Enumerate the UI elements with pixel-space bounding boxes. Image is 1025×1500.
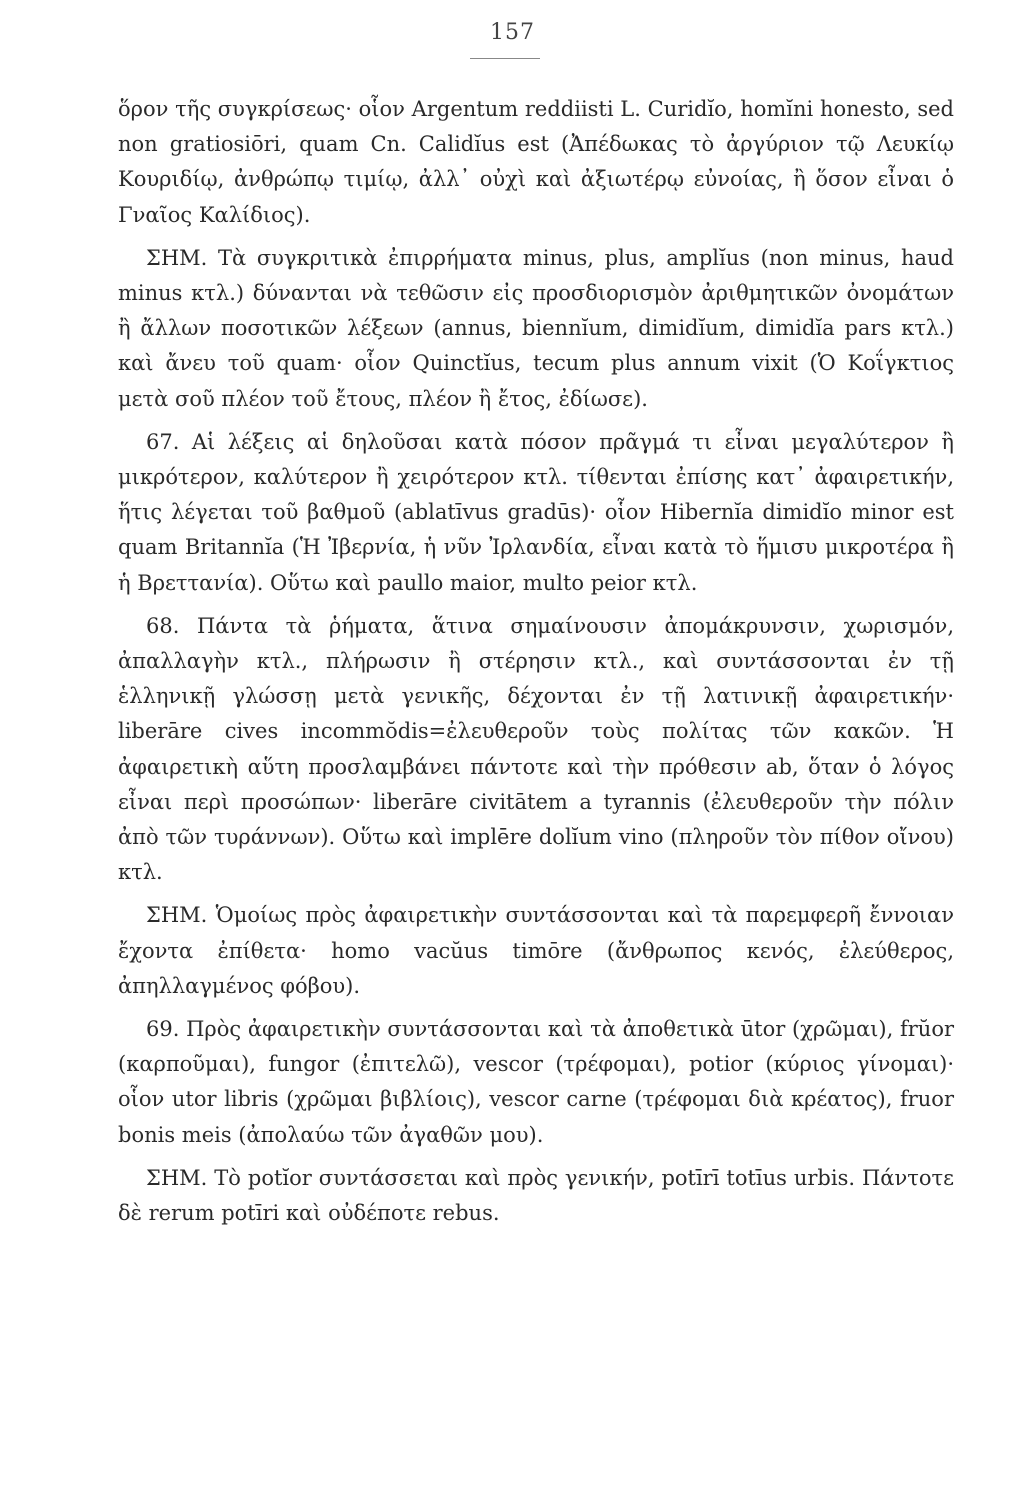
paragraph-67-ablative-of-degree: 67. Αἱ λέξεις αἱ δηλοῦσαι κατὰ πόσον πρᾶγμά τι εἶναι μεγαλύτερον ἢ μικρότερον, καλύτερον ἢ χειρότερον κτλ. τίθενται ἐπίσης κατ᾽ ἀφαιρετικήν, ἥτις λέγεται τοῦ βαθμοῦ (ablatīvus gradūs)· οἷον Hibernĭa dimidĭo minor est quam Britannĭa (Ἡ Ἰβερνία, ἡ νῦν Ἰρλανδία, εἶναι κατὰ τὸ ἥμισυ μικροτέρα ἢ ἡ Βρεττανία). Οὕτω καὶ paullo maior, multo peior κτλ. (118, 429, 954, 595)
paragraph-note-potior: ΣΗΜ. Τὸ potĭor συντάσσεται καὶ πρὸς γενικήν, potīrī totīus urbis. Πάντοτε δὲ rerum potīri καὶ οὐδέποτε rebus. (118, 1165, 954, 1226)
page-number: 157 (490, 20, 535, 45)
paragraph-note-adjectives: ΣΗΜ. Ὁμοίως πρὸς ἀφαιρετικὴν συντάσσονται καὶ τὰ παρεμφερῆ ἔννοιαν ἔχοντα ἐπίθετα· homo vacŭus timōre (ἄνθρωπος κενός, ἐλεύθερος, ἀπηλλαγμένος φόβου). (118, 903, 954, 998)
paragraph-69-deponent-verbs: 69. Πρὸς ἀφαιρετικὴν συντάσσονται καὶ τὰ ἀποθετικὰ ūtor (χρῶμαι), frŭor (καρποῦμαι), fungor (ἐπιτελῶ), vescor (τρέφομαι), potior (κύριος γίνομαι)· οἷον utor libris (χρῶμαι βιβλίοις), vescor carne (τρέφομαι διὰ κρέατος), fruor bonis meis (ἀπολαύω τῶν ἀγαθῶν μου). (118, 1017, 954, 1147)
page-number-rule (470, 58, 540, 59)
paragraph-continuation: ὅρον τῆς συγκρίσεως· οἷον Argentum reddiisti L. Curidĭo, homĭni honesto, sed non gratiosiōri, quam Cn. Calidĭus est (Ἀπέδωκας τὸ ἀργύριον τῷ Λευκίῳ Κουριδίῳ, ἀνθρώπῳ τιμίῳ, ἀλλ᾽ οὐχὶ καὶ ἀξιωτέρῳ εὐνοίας, ἢ ὅσον εἶναι ὁ Γναῖος Καλίδιος). (118, 97, 954, 227)
paragraph-note-comparative-adverbs: ΣΗΜ. Τὰ συγκριτικὰ ἐπιρρήματα minus, plus, amplĭus (non minus, haud minus κτλ.) δύνανται νὰ τεθῶσιν εἰς προσδιορισμὸν ἀριθμητικῶν ὀνομάτων ἢ ἄλλων ποσοτικῶν λέξεων (annus, biennĭum, dimidĭum, dimidĭa pars κτλ.) καὶ ἄνευ τοῦ quam· οἷον Quinctĭus, tecum plus annum vixit (Ὁ Κοΐγκτιος μετὰ σοῦ πλέον τοῦ ἔτους, πλέον ἢ ἔτος, ἐδίωσε). (118, 245, 954, 411)
main-text (118, 92, 954, 1239)
paragraph-68-ablative-of-separation: 68. Πάντα τὰ ῥήματα, ἅτινα σημαίνουσιν ἀπομάκρυνσιν, χωρισμόν, ἀπαλλαγὴν κτλ., πλήρωσιν ἢ στέρησιν κτλ., καὶ συντάσσονται ἐν τῇ ἑλληνικῇ γλώσσῃ μετὰ γενικῆς, δέχονται ἐν τῇ λατινικῇ ἀφαιρετικήν· liberāre cives incommŏdis=ἐλευθεροῦν τοὺς πολίτας τῶν κακῶν. Ἡ ἀφαιρετικὴ αὕτη προσλαμβάνει πάντοτε καὶ τὴν πρόθεσιν ab, ὅταν ὁ λόγος εἶναι περὶ προσώπων· liberāre civitātem a tyrannis (ἐλευθεροῦν τὴν πόλιν ἀπὸ τῶν τυράννων). Οὕτω καὶ implēre dolĭum vino (πληροῦν τὸν πίθον οἴνου) κτλ. (118, 613, 954, 885)
